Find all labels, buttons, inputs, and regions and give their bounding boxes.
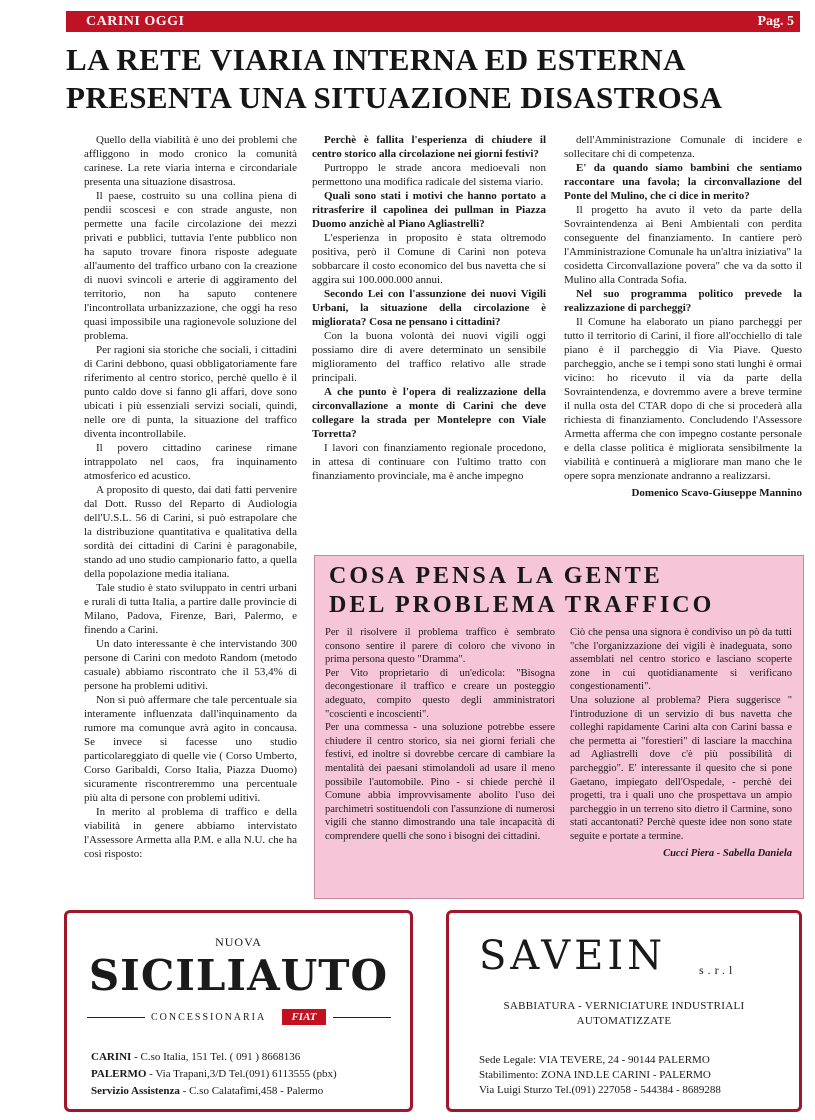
- interview-question: E' da quando siamo bambini che sentiamo raccontare una favola; la circonvallazione del Ponte del Mulino, che ci dice in merito?: [564, 162, 802, 202]
- headline-line-1: LA RETE VIARIA INTERNA ED ESTERNA: [66, 42, 686, 77]
- paragraph: Per una commessa - una soluzione potrebbe essere chiudere il centro storico, sia nei giorni feriali che festivi, ed inoltre si dovrebbe cercare di cambiare la mentalità dei paesani stimolandoli ad usare il meno possibile l'automobile. Pino - si chiede perchè il Comune abbia improvvisamente abolito l'uso dei parchimetri sostituendoli con l'assunzione di numerosi vigili che stanno dimostrando una tale incapacità di comprendere quelli che sono i bisogni dei cittadini.: [325, 722, 555, 842]
- ad-nuova-label: NUOVA: [215, 935, 262, 949]
- box-title-line-1: COSA PENSA LA GENTE: [329, 563, 663, 589]
- contact-line: CARINI - C.so Italia, 151 Tel. ( 091 ) 8668136: [91, 1051, 301, 1063]
- address-line: Sede Legale: VIA TEVERE, 24 - 90144 PALERMO: [479, 1054, 710, 1066]
- interview-answer: L'esperienza in proposito è stata oltremodo positiva, però il Comune di Carini non poteva sobbarcare il costo economico del bus navetta che si aggira sui 100.000.000 annui.: [312, 232, 546, 286]
- paragraph: Ciò che pensa una signora è condiviso un pò da tutti "che l'organizzazione dei vigili è inadeguata, sono assemblati nel centro storico e lasciano scoperte zone in cui quotidianamente si verificano congestionamenti".: [570, 627, 792, 693]
- opinion-box: [314, 555, 804, 899]
- interview-answer: Purtroppo le strade ancora medioevali non permettono una modifica radicale del sistema viario.: [312, 162, 546, 188]
- address-line: Stabilimento: ZONA IND.LE CARINI - PALERMO: [479, 1069, 711, 1081]
- interview-question: Perchè è fallita l'esperienza di chiudere il centro storico alla circolazione nei giorni festivi?: [312, 134, 546, 160]
- paragraph: Per il risolvere il problema traffico è sembrato consono sentire il parere di coloro che vivono in prima persona questo "Dramma".: [325, 627, 555, 666]
- section-name: CARINI OGGI: [86, 14, 185, 29]
- box-column-right: [570, 626, 792, 860]
- paragraph: Un dato interessante è che intervistando 300 persone di Carini con medoto Random (metodo casuale) abbiamo riscontrato che il 53,4% di persone ha problemi uditivi.: [84, 638, 297, 692]
- interview-question: A che punto è l'opera di realizzazione della circonvallazione a monte di Carini che deve collegare la strada per Montelepre con Viale Torretta?: [312, 386, 546, 440]
- paragraph: In merito al problema di traffico e della viabilità in genere abbiamo intervistato l'Assessore Armetta alla P.M. e alla N.U. che ha così risposto:: [84, 806, 297, 860]
- savein-advertisement: [446, 910, 802, 1112]
- interview-answer: dell'Amministrazione Comunale di incidere e sollecitare chi di competenza.: [564, 134, 802, 160]
- fiat-logo: FIAT: [282, 1009, 326, 1025]
- article-headline: [66, 41, 806, 117]
- article-column-2: [312, 133, 546, 483]
- box-title: [329, 562, 714, 620]
- siciliauto-advertisement: [64, 910, 413, 1112]
- interview-answer: I lavori con finanziamento regionale procedono, in attesa di continuare con l'ultimo tratto con finanziamento provinciale, ma è anche impegno: [312, 442, 546, 482]
- paragraph: A proposito di questo, dai dati fatti pervenire dal Dott. Russo del Reparto di Audiologia dell'U.S.L. 56 di Carini, si può estrapolare che la distribuzione quantitativa e qualitativa della sordità dei cittadini di Carini è paragonabile, stando ad uno studio campionario fatto, a quella della popolazione media italiana.: [84, 484, 297, 580]
- interview-answer: Il progetto ha avuto il veto da parte della Sovraintendenza ai Beni Ambientali con perdita conseguente del finanziamento. In cantiere però l'Amministrazione Comunale ha un'altra iniziativa" la cosidetta Circonvallazione povera" che va da sotto il Mulino alla Contrada Sofia.: [564, 204, 802, 286]
- box-signature: Cucci Piera - Sabella Daniela: [663, 847, 792, 859]
- paragraph: Una soluzione al problema? Piera suggerisce " l'introduzione di un servizio di bus navetta che colleghi rapidamente Carini alta con Carini bassa e che permetta ai "forestieri" di lasciare la macchina ad Agliastrelli dove c'è più possibilità di parcheggio". E' interessante il quesito che si pone Gaetano, impiegato dell'Ospedale, - perchè dei progetti, tra i quali uno che prospettava un ampio parcheggio in un terreno sito dietro il Carmine, sono stati accantonati? Perchè queste idee non sono state seguite e portate a termine.: [570, 694, 792, 842]
- paragraph: Il povero cittadino carinese rimane intrappolato nel caos, fra inquinamento atmosferico ed acustico.: [84, 442, 297, 482]
- interview-question: Secondo Lei con l'assunzione dei nuovi Vigili Urbani, la situazione della circolazione è migliorata? Cosa ne pensano i cittadini?: [312, 288, 546, 328]
- address-line: Via Luigi Sturzo Tel.(091) 227058 - 544384 - 8689288: [479, 1084, 721, 1096]
- paragraph: Quello della viabilità è uno dei problemi che affliggono in modo cronico la comunità carinese. La rete viaria interna e circondariale presenta una situazione disastrosa.: [84, 134, 297, 188]
- interview-answer: Il Comune ha elaborato un piano parcheggi per tutto il territorio di Carini, il fiore all'occhiello di tale piano è il parcheggio di Via Piave. Questo parcheggio, anche se i tempi sono stati lunghi è ormai vicino: ho ricevuto il via da parte della Sovraintendenza, e dovremmo avere a breve termine il nulla osta del CTAR dopo di che si procederà alla richiesta di finanziamento. Concludendo l'Assessore Armetta afferma che con impegno costante personale e della classe politica è migliorata sensibilmente la viabilità e continuerà a migliorare man mano che le opere sopra menzionate andranno a realizzarsi.: [564, 316, 802, 482]
- contact-line: PALERMO - Via Trapani,3/D Tel.(091) 6113555 (pbx): [91, 1068, 337, 1080]
- description-line: AUTOMATIZZATE: [576, 1015, 672, 1027]
- contact-line: Servizio Assistenza - C.so Calatafimi,458 - Palermo: [91, 1085, 324, 1097]
- interview-question: Nel suo programma politico prevede la realizzazione di parcheggi?: [564, 288, 802, 314]
- paragraph: Tale studio è stato sviluppato in centri urbani e rurali di tutta Italia, a partire dalle provincie di Milano, Padova, Firenze, Bari, Palermo, e finendo a Carini.: [84, 582, 297, 636]
- ad-address: [479, 1053, 721, 1098]
- description-line: SABBIATURA - VERNICIATURE INDUSTRIALI: [503, 1000, 745, 1012]
- page-number: Pag. 5: [757, 14, 794, 29]
- box-title-line-2: DEL PROBLEMA TRAFFICO: [329, 592, 715, 618]
- article-column-1: [84, 133, 297, 861]
- paragraph: Per ragioni sia storiche che sociali, i cittadini di Carini debbono, quasi obbligatoriamente fare riferimento al centro storico, perchè quello è il punto caldo dove si fanno gli affari, dove sono ubicati i più essenziali servizi sociali, quindi, nelle ore di punta, la situazione del traffico diventa incontrollabile.: [84, 344, 297, 440]
- ad-description: [449, 999, 799, 1029]
- ad-concessionaria: CONCESSIONARIA: [151, 1012, 267, 1023]
- siciliauto-logo: SICILIAUTO: [88, 951, 389, 1000]
- divider: [87, 1017, 145, 1018]
- headline-line-2: PRESENTA UNA SITUAZIONE DISASTROSA: [66, 80, 723, 115]
- ad-srl: s.r.l: [699, 963, 737, 977]
- divider: [333, 1017, 391, 1018]
- box-column-left: [325, 626, 555, 844]
- interview-answer: Con la buona volontà dei nuovi vigili oggi possiamo dire di avere determinato un sensibile miglioramento del traffico relativo alle strade principali.: [312, 330, 546, 384]
- paragraph: Il paese, costruito su una collina piena di pendii scoscesi e con strade anguste, non permette una facile circolazione dei mezzi privati e pubblici, tuttavia l'ente pubblico non ha saputo trovare finora risposte adeguate all'aumento del traffico urbano con la creazione di nuovi svincoli e arterie di aggiramento del territorio, non ha saputo contenere l'incontrollata urbanizzazione, che oggi ha reso quasi impossibile una ragionevole soluzione del problema.: [84, 190, 297, 342]
- paragraph: Per Vito proprietario di un'edicola: "Bisogna decongestionare il traffico e creare un posteggio adeguato, compito questo degli amministratori "coscienti e incoscienti".: [325, 667, 555, 720]
- savein-logo: SAVEIN: [479, 933, 667, 979]
- article-signature: Domenico Scavo-Giuseppe Mannino: [631, 487, 802, 499]
- paragraph: Non si può affermare che tale percentuale sia interamente influenzata dall'inquinamento da rumore ma comunque avrà agito in concausa. Se invece si facesse uno studio particolareggiato di quelle vie ( Corso Umberto, Corso Garibaldi, Corso Italia, Piazza Duomo) sicuramente riscontreremmo una percentuale più alta di persone con problemi uditivi.: [84, 694, 297, 804]
- article-column-3: [564, 133, 802, 500]
- ad-contact-lines: [91, 1049, 337, 1100]
- page-header-bar: [66, 11, 800, 32]
- interview-question: Quali sono stati i motivi che hanno portato a ritrasferire il capolinea dei pullman in Piazza Duomo anzichè al Piano Agliastrelli?: [312, 190, 546, 230]
